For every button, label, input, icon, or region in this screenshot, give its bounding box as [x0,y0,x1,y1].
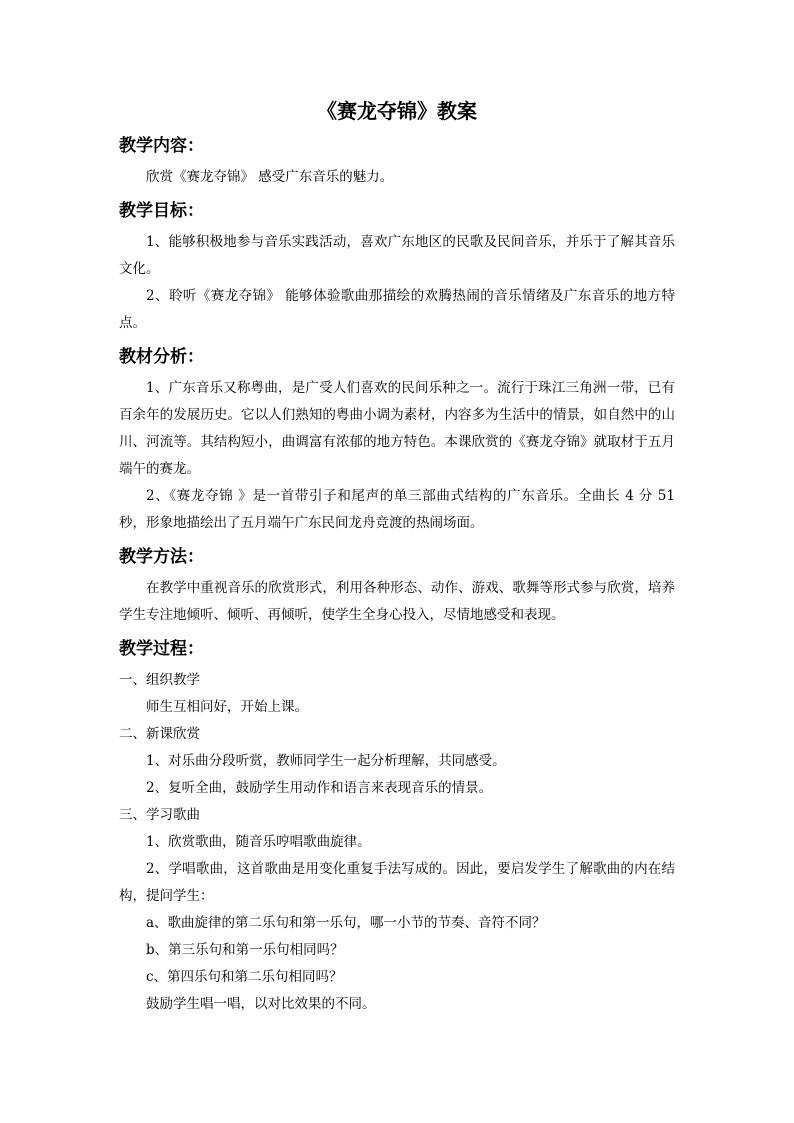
paragraph-goals-1: 1、能够积极地参与音乐实践活动，喜欢广东地区的民歌及民间音乐，并乐于了解其音乐文化。 [119,234,675,277]
paragraph-learn-song-3: 鼓励学生唱一唱，以对比效果的不同。 [146,996,376,1012]
question-b: b、第三乐句和第一乐句相同吗？ [146,942,344,958]
paragraph-new-lesson-2: 2、复听全曲，鼓励学生用动作和语言来表现音乐的情景。 [146,780,493,796]
heading-teaching-content: 教学内容： [119,136,204,156]
paragraph-learn-song-1: 1、欣赏歌曲，随音乐哼唱歌曲旋律。 [146,834,371,850]
paragraph-content-1: 欣赏《赛龙夺锦》 感受广东音乐的魅力。 [146,169,394,185]
paragraph-analysis-2: 2、《赛龙夺锦 》是一首带引子和尾声的单三部曲式结构的广东音乐。全曲长 4 分 51 秒，形象地描绘出了五月端午广东民间龙舟竞渡的热闹场面。 [119,488,675,531]
subheading-learn-song: 三、学习歌曲 [119,807,200,823]
subheading-new-lesson: 二、新课欣赏 [119,726,200,742]
paragraph-learn-song-2: 2、学唱歌曲，这首歌曲是用变化重复手法写成的。因此，要启发学生了解歌曲的内在结构，提问学生： [119,861,675,904]
paragraph-goals-2: 2、聆听《赛龙夺锦》 能够体验歌曲那描绘的欢腾热闹的音乐情绪及广东音乐的地方特点。 [119,288,675,331]
paragraph-method-1: 在教学中重视音乐的欣赏形式，利用各种形态、动作、游戏、歌舞等形式参与欣赏，培养学生专注地倾听、倾听、再倾听，使学生全身心投入，尽情地感受和表现。 [119,580,675,623]
paragraph-analysis-1: 1、广东音乐又称粤曲，是广受人们喜欢的民间乐种之一。流行于珠江三角洲一带，已有百余年的发展历史。它以人们熟知的粤曲小调为素材，内容多为生活中的情景，如自然中的山川、河流等。其结构短小，曲调富有浓郁的地方特色。本课欣赏的《赛龙夺锦》就取材于五月端午的赛龙。 [119,380,675,477]
paragraph-new-lesson-1: 1、对乐曲分段听赏，教师同学生一起分析理解，共同感受。 [146,753,506,769]
heading-teaching-goals: 教学目标： [119,201,204,221]
question-a: a、歌曲旋律的第二乐句和第一乐句，哪一小节的节奏、音符不同？ [146,915,546,931]
question-c: c、第四乐句和第二乐句相同吗？ [146,969,343,985]
subheading-organize: 一、组织教学 [119,672,200,688]
heading-teaching-process: 教学过程： [119,639,204,659]
heading-teaching-method: 教学方法： [119,547,204,567]
paragraph-organize-1: 师生互相问好，开始上课。 [146,699,308,715]
document-title: 《赛龙夺锦》教案 [317,99,477,123]
heading-material-analysis: 教材分析： [119,347,204,367]
document-body [119,96,675,1018]
